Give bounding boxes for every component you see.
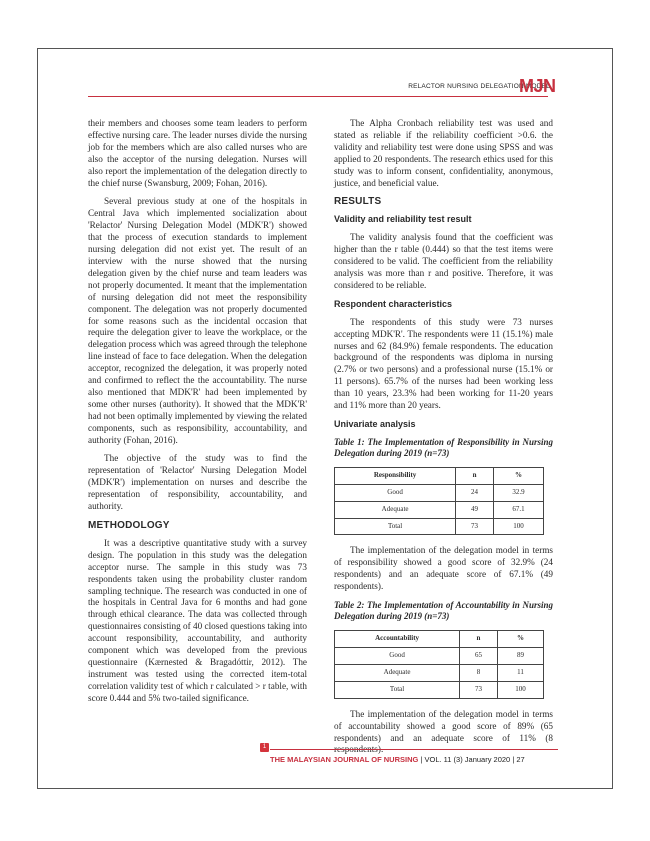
issue-info: | VOL. 11 (3) January 2020 | 27 [420, 755, 525, 764]
paragraph: It was a descriptive quantitative study with a survey design. The population in this study was the delegation acceptor nurse. The sample in this study was 73 respondents taken using the probability cluster random sampling technique. The research was conducted in one of the hospitals in Central Java for 6 months and had gone through ethical clearance. The data was collected through questionnaires consisting of 40 closed questions taking into account responsibility, accountability, and authority component which was developed from the previous questionnaire (Kærnested & Bragadóttir, 2012). The instrument was tested using the corrected item-total correlation validity test of which r calculated > r table, with score 0.444 and 5% two-tailed significance. [88, 537, 307, 703]
table-row [335, 664, 544, 681]
respondent-heading: Respondent characteristics [334, 298, 453, 309]
table-cell: 11 [497, 664, 543, 681]
table-cell: Good [335, 648, 460, 665]
table-row [335, 648, 544, 665]
journal-logo: MJN [519, 76, 556, 96]
running-title: RELACTOR NURSING DELEGATION MODEL [408, 83, 550, 90]
table-cell: 100 [493, 518, 543, 535]
table-cell: 73 [456, 518, 494, 535]
header-rule [88, 96, 548, 97]
table-responsibility [334, 467, 544, 536]
table-header: n [460, 631, 498, 648]
table-cell: 49 [456, 501, 494, 518]
table-cell: 67.1 [493, 501, 543, 518]
table-cell: Good [335, 484, 456, 501]
table-cell: 8 [460, 664, 498, 681]
paragraph: The objective of the study was to find the representation of 'Relactor' Nursing Delegation Model (MDK'R') implementation on nurses and describe the representation of responsibility, accountability, and authority. [88, 453, 307, 512]
table-header: Responsibility [335, 467, 456, 484]
footer-rule [270, 749, 558, 750]
page-footer [270, 755, 560, 764]
table-cell: 100 [497, 681, 543, 698]
paragraph: Several previous study at one of the hospitals in Central Java which implemented socialization about 'Relactor' Nursing Delegation Model (MDK'R') showed that the process of execution standards to implement nursing delegation did not exist yet. The result of an interview with the nurse showed that the nursing delegation given by the chief nurse and team leaders was not properly documented. It meant that the implementation of nursing delegation did not meet the responsibility component. The delegation was not properly documented for some reasons such as the incidental occasion that require the delegation giver to leave the workplace, or the delegation process which was agreed through the telephone line instead of face to face delegation. When the delegation acceptor, recognized the delegation, it was properly noted and confirmed to reflect the the accountability. The nurse also mentioned that MDK'R' had been implemented by some other nurses (authority). It showed that the MDK'R' had not been optimally implemented by viewing the related components, such as responsibility, accountability, and authority (Fohan, 2016). [88, 196, 307, 445]
paragraph: The validity analysis found that the coefficient was higher than the r table (0.444) so that the test items were considered to be valid. The coefficient from the reliability analysis was more than r and positive. Therefore, it was considered to be reliable. [334, 232, 553, 290]
paragraph: The implementation of the delegation model in terms of accountability showed a good score of 89% (65 respondents) and an adequate score of 11% (8 [334, 708, 553, 743]
table-row [335, 681, 544, 698]
methodology-heading: METHODOLOGY [88, 520, 170, 531]
left-column [88, 118, 307, 712]
paragraph: The Alpha Cronbach reliability test was used and stated as reliable if the reliability coefficient >0.6. the validity and reliability test were done using SPSS and was applied to 20 respondents. The research ethics used for this study was to inform consent, confidentiality, anonymous, justice, and beneficial value. [334, 118, 553, 188]
table-row [335, 501, 544, 518]
paragraph: The implementation of the delegation model in terms of responsibility showed a good score of 32.9% (24 respondents) and an adequate score of 67.1% (49 respondents). [334, 545, 553, 592]
table-cell: Adequate [335, 664, 460, 681]
right-column [334, 118, 553, 763]
table-row [335, 484, 544, 501]
validity-heading: Validity and reliability test result [334, 214, 472, 225]
table1-caption: Table 1: The Implementation of Responsibility in Nursing Delegation during 2019 (n=73) [334, 436, 553, 458]
table-header: Accountability [335, 631, 460, 648]
paragraph: their members and chooses some team leaders to perform effective nursing care. The leader nurses divide the nursing job for the members which are also called nurses who are also the acceptor of the nursing delegation. Nurses will also report the implementation of the delegation directly to the chief nurse (Swansburg, 2009; Fohan, 2016). [88, 118, 307, 188]
table-row [335, 518, 544, 535]
univariate-heading: Univariate analysis [334, 418, 416, 429]
table-cell: 32.9 [493, 484, 543, 501]
results-heading: RESULTS [334, 196, 382, 208]
table-cell: Total [335, 518, 456, 535]
page-badge: 1 [260, 743, 269, 752]
table-cell: 65 [460, 648, 498, 665]
table-header: % [497, 631, 543, 648]
paragraph: The respondents of this study were 73 nurses accepting MDK'R'. The respondents were 11 (15.1%) male nurses and 62 (84.9%) female respondents. The education background of the respondents was diploma in nursing (2.7% or two persons) and a professional nurse (15.1% or 11 persons). 65.7% of the nurses had been working less than 10 years, 23.3% had been working for 11-20 years and 11% more than 20 years. [334, 316, 553, 411]
table-accountability [334, 630, 544, 699]
table-header: % [493, 467, 543, 484]
table-cell: 89 [497, 648, 543, 665]
table-cell: 73 [460, 681, 498, 698]
table-cell: Total [335, 681, 460, 698]
table-header: n [456, 467, 494, 484]
journal-name: THE MALAYSIAN JOURNAL OF NURSING [270, 755, 419, 764]
table-cell: Adequate [335, 501, 456, 518]
table-cell: 24 [456, 484, 494, 501]
table2-caption: Table 2: The Implementation of Accountability in Nursing Delegation during 2019 (n=73) [334, 600, 553, 622]
